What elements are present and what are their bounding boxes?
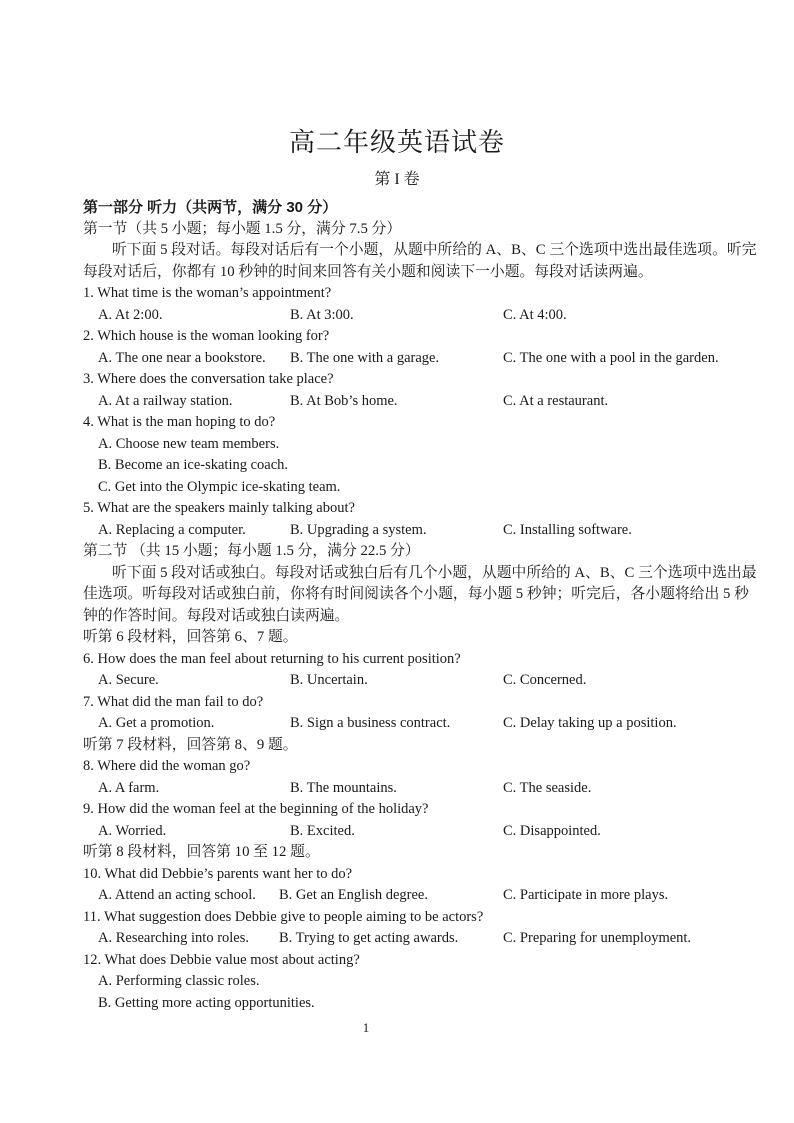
option-2c: C. The one with a pool in the garden. xyxy=(503,349,719,366)
option-6b: B. Uncertain. xyxy=(290,672,368,688)
options-row-6 xyxy=(83,670,743,692)
option-5b: B. Upgrading a system. xyxy=(290,521,427,538)
page-number: 1 xyxy=(362,1020,370,1035)
option-1b: B. At 3:00. xyxy=(290,306,354,323)
option-11a: A. Researching into roles. xyxy=(98,930,250,946)
options-row-11 xyxy=(83,928,743,950)
section1-instructions-line: 每段对话后，你都有 10 秒钟的时间来回答有关小题和阅读下一小题。每段对话读两遍。 xyxy=(83,263,653,280)
option-7b: B. Sign a business contract. xyxy=(290,715,451,731)
option-4a: A. Choose new team members. xyxy=(98,435,280,452)
question-text-2: 2. Which house is the woman looking for? xyxy=(83,328,330,344)
option-9c: C. Disappointed. xyxy=(503,822,601,839)
option-8a: A. A farm. xyxy=(98,779,160,796)
option-3c: C. At a restaurant. xyxy=(503,392,609,409)
option-10a: A. Attend an acting school. xyxy=(98,887,256,903)
options-row-9 xyxy=(83,821,743,843)
option-8b: B. The mountains. xyxy=(290,779,397,796)
option-2a: A. The one near a bookstore. xyxy=(98,349,266,366)
option-9a: A. Worried. xyxy=(98,822,167,839)
options-row-8 xyxy=(83,778,743,800)
options-row-5 xyxy=(83,520,743,542)
option-9b: B. Excited. xyxy=(290,822,355,839)
question-text-9: 9. How did the woman feel at the beginning of the holiday? xyxy=(83,801,429,817)
volume-label: 第 I 卷 xyxy=(374,171,420,188)
option-4c: C. Get into the Olympic ice-skating team. xyxy=(98,478,341,495)
question-text-11: 11. What suggestion does Debbie give to people aiming to be actors? xyxy=(83,908,484,925)
option-10b: B. Get an English degree. xyxy=(279,887,428,903)
options-row-1 xyxy=(83,305,743,327)
material-cue-6-7: 听第 6 段材料，回答第 6、7 题。 xyxy=(83,629,298,645)
question-text-6: 6. How does the man feel about returning to his current position? xyxy=(83,650,461,667)
question-text-7: 7. What did the man fail to do? xyxy=(83,693,264,710)
option-1c: C. At 4:00. xyxy=(503,306,567,323)
question-text-1: 1. What time is the woman’s appointment? xyxy=(83,285,332,301)
material-cue-8-9: 听第 7 段材料，回答第 8、9 题。 xyxy=(83,736,298,753)
question-text-3: 3. Where does the conversation take place? xyxy=(83,371,334,387)
option-6c: C. Concerned. xyxy=(503,672,587,688)
section2-instructions-line: 钟的作答时间。每段对话或独白读两遍。 xyxy=(83,607,350,624)
option-7a: A. Get a promotion. xyxy=(98,715,215,731)
options-row-7 xyxy=(83,713,743,735)
option-4b: B. Become an ice-skating coach. xyxy=(98,457,289,473)
question-text-4: 4. What is the man hoping to do? xyxy=(83,414,276,430)
option-11c: C. Preparing for unemployment. xyxy=(503,930,692,946)
content-body xyxy=(83,197,757,1014)
question-text-8: 8. Where did the woman go? xyxy=(83,758,251,774)
option-6a: A. Secure. xyxy=(98,672,159,688)
option-7c: C. Delay taking up a position. xyxy=(503,715,677,731)
option-5a: A. Replacing a computer. xyxy=(98,521,246,538)
question-text-5: 5. What are the speakers mainly talking about? xyxy=(83,500,355,516)
option-3a: A. At a railway station. xyxy=(98,392,233,409)
material-cue-10-12: 听第 8 段材料，回答第 10 至 12 题。 xyxy=(83,844,320,860)
options-row-3 xyxy=(83,391,743,413)
option-11b: B. Trying to get acting awards. xyxy=(279,930,459,946)
option-12a: A. Performing classic roles. xyxy=(98,973,260,989)
question-text-12: 12. What does Debbie value most about acting? xyxy=(83,951,360,968)
options-row-2 xyxy=(83,348,743,370)
section1-header: 第一节（共 5 小题；每小题 1.5 分，满分 7.5 分） xyxy=(83,220,402,237)
option-5c: C. Installing software. xyxy=(503,521,632,538)
option-2b: B. The one with a garage. xyxy=(290,349,440,366)
section1-instructions-line: 听下面 5 段对话。每段对话后有一个小题，从题中所给的 A、B、C 三个选项中选出最佳选项。听完 xyxy=(112,242,757,258)
section2-instructions-line: 佳选项。听每段对话或独白前，你将有时间阅读各个小题，每小题 5 秒钟；听完后，各小题将给出 5 秒 xyxy=(83,586,749,602)
option-8c: C. The seaside. xyxy=(503,779,592,796)
part1-header: 第一部分 听力（共两节，满分 30 分） xyxy=(83,199,338,216)
option-3b: B. At Bob’s home. xyxy=(290,392,398,409)
section2-instructions-line: 听下面 5 段对话或独白。每段对话或独白后有几个小题，从题中所给的 A、B、C 三个选项中选出最 xyxy=(112,564,757,581)
doc-title: 高二年级英语试卷 xyxy=(288,128,505,157)
option-10c: C. Participate in more plays. xyxy=(503,887,669,903)
option-1a: A. At 2:00. xyxy=(98,306,163,323)
options-row-10 xyxy=(83,885,743,907)
question-text-10: 10. What did Debbie’s parents want her to do? xyxy=(83,865,353,882)
section2-header: 第二节 （共 15 小题；每小题 1.5 分，满分 22.5 分） xyxy=(83,543,420,559)
option-12b: B. Getting more acting opportunities. xyxy=(98,994,315,1011)
